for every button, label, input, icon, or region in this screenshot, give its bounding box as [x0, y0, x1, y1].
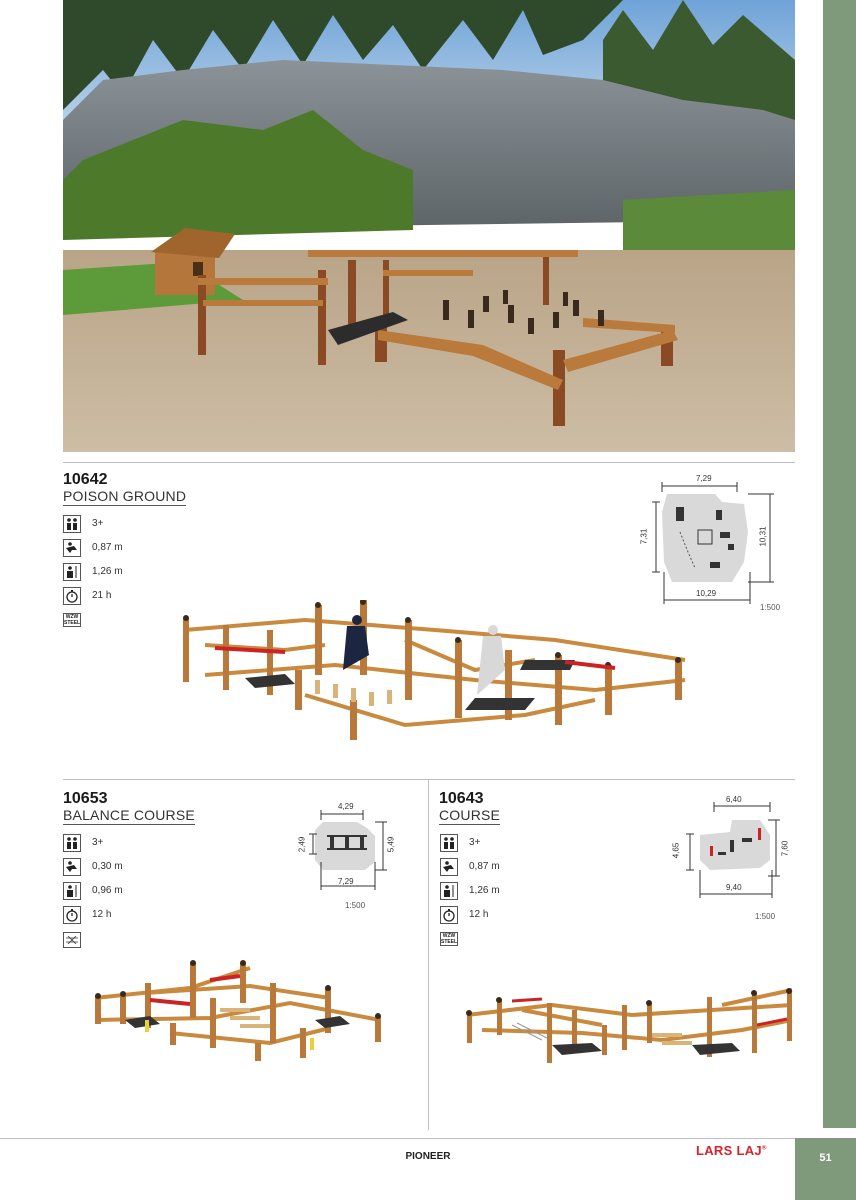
product-code: 10643 — [439, 790, 484, 807]
side-color-bar — [823, 0, 856, 1128]
fall-height-icon — [63, 539, 81, 557]
spec-fall-height: 0,30 m — [92, 861, 123, 872]
spec-age: 3+ — [469, 837, 481, 848]
plan-dimension-right: 7,60 — [780, 840, 790, 857]
wzw-steel-badge — [440, 932, 458, 946]
page-number: 51 — [819, 1152, 832, 1164]
surface-icon — [63, 932, 81, 948]
site-plan — [670, 790, 795, 910]
spec-age: 3+ — [92, 518, 104, 529]
product-code: 10642 — [63, 471, 108, 488]
fall-height-icon — [440, 858, 458, 876]
free-height-icon — [63, 882, 81, 900]
install-time-icon — [440, 906, 458, 924]
product-name: POISON GROUND — [63, 488, 187, 504]
product-render — [462, 985, 802, 1075]
plan-dimension-bottom: 9,40 — [726, 883, 742, 892]
plan-dimension-bottom: 7,29 — [338, 877, 354, 886]
product-name: BALANCE COURSE — [63, 807, 195, 823]
hero-photo — [63, 0, 795, 452]
age-icon — [440, 834, 458, 852]
badge-line: WZW — [442, 933, 456, 939]
page-number-box — [795, 1138, 856, 1200]
brand-name: LARS LAJ — [696, 1143, 762, 1158]
footer-title: PIONEER — [405, 1151, 451, 1162]
install-time-icon — [63, 587, 81, 605]
plan-scale: 1:500 — [345, 901, 366, 910]
product-name: COURSE — [439, 807, 501, 823]
site-plan — [640, 472, 780, 612]
age-icon — [63, 834, 81, 852]
registered-mark: ® — [761, 1145, 767, 1152]
badge-line: WZW — [65, 614, 79, 620]
spec-free-height: 1,26 m — [469, 885, 500, 896]
free-height-icon — [63, 563, 81, 581]
product-render — [90, 958, 390, 1068]
plan-dimension-left: 7,31 — [639, 528, 649, 545]
plan-scale: 1:500 — [755, 912, 776, 921]
badge-line: STEEL — [64, 620, 81, 626]
spec-free-height: 1,26 m — [92, 566, 123, 577]
plan-scale: 1:500 — [760, 603, 781, 612]
plan-dimension-top: 6,40 — [726, 795, 742, 804]
age-icon — [63, 515, 81, 533]
spec-free-height: 0,96 m — [92, 885, 123, 896]
plan-dimension-left: 4,65 — [671, 842, 681, 859]
free-height-icon — [440, 882, 458, 900]
section-divider-vertical — [428, 780, 429, 1130]
plan-dimension-top: 4,29 — [338, 802, 354, 811]
spec-fall-height: 0,87 m — [92, 542, 123, 553]
spec-install-time: 12 h — [92, 909, 112, 920]
spec-age: 3+ — [92, 837, 104, 848]
spec-install-time: 12 h — [469, 909, 489, 920]
plan-dimension-right: 5,49 — [386, 836, 396, 853]
plan-dimension-top: 7,29 — [696, 474, 712, 483]
wzw-steel-badge — [63, 613, 81, 627]
site-plan — [295, 800, 405, 900]
spec-install-time: 21 h — [92, 590, 112, 601]
product-render — [175, 600, 695, 750]
section-divider-top — [63, 462, 795, 463]
plan-dimension-right: 10,31 — [758, 526, 768, 547]
spec-fall-height: 0,87 m — [469, 861, 500, 872]
section-divider-middle — [63, 779, 795, 780]
plan-dimension-bottom: 10,29 — [696, 589, 717, 598]
product-code: 10653 — [63, 790, 108, 807]
brand-logo — [696, 1143, 767, 1158]
install-time-icon — [63, 906, 81, 924]
fall-height-icon — [63, 858, 81, 876]
footer-divider — [0, 1138, 795, 1139]
plan-dimension-left: 2,49 — [297, 836, 307, 853]
badge-line: STEEL — [441, 939, 458, 945]
